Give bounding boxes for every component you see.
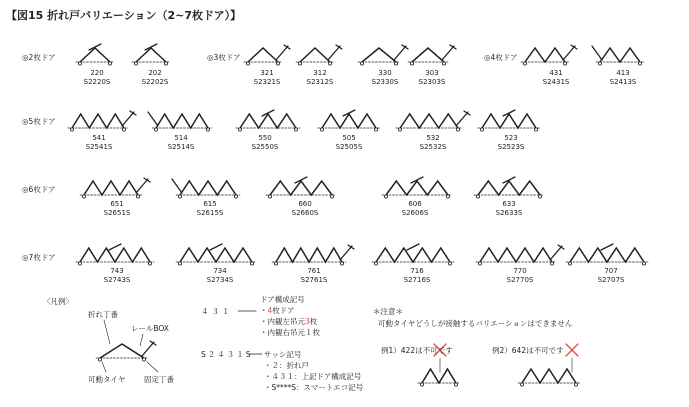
door-panels [362,48,396,62]
variant-code: 202 [148,69,162,77]
variant-model: S2321S [253,78,281,86]
door-panels [412,48,444,62]
variant-model: S2550S [251,143,279,151]
sash-line-1: ・２：折れ戸 [264,361,309,370]
wheel-icon [538,195,541,198]
note-title: ＊注意＊ [373,307,403,316]
variant-code: 770 [513,267,527,275]
variant-code: 330 [378,69,392,77]
wheel-icon [276,62,279,65]
variant-code: 606 [408,200,422,208]
door-panels [525,48,565,62]
variant-code: 651 [110,200,124,208]
open-arrow-line [348,245,354,249]
open-arrow-line [402,45,408,49]
door-panels [400,114,458,128]
config-code: ４３１ [201,307,233,316]
wheel-icon [330,195,333,198]
door-panels [72,114,124,128]
variant-model: S2541S [85,143,113,151]
wheel-icon [108,62,111,65]
open-arrow-line [464,111,470,115]
row-label-5-doors: ◎5枚ドア [22,117,56,126]
wheel-icon [454,383,457,386]
variant-code: 761 [307,267,321,275]
open-leaf-line [394,46,406,60]
row-label-3-doors: ◎3枚ドア [207,53,241,62]
leader-line [104,320,110,344]
split-marker-line [145,44,157,50]
variant-code: 303 [425,69,439,77]
open-arrow-line [130,111,136,115]
door-panels [480,248,552,262]
example-2-label: 例2）642は不可です [492,346,564,355]
door-panels [322,114,376,128]
variant-model: S2761S [300,276,328,284]
open-arrow-line [284,45,290,49]
legend-caster-label: 可動タイヤ [88,375,126,384]
variant-model: S2743S [103,276,131,284]
variant-model: S2220S [83,78,111,86]
variant-model: S2716S [403,276,431,284]
open-leaf-line [550,246,562,260]
open-leaf-line [563,46,575,60]
split-marker-line [89,44,101,50]
variant-model: S2770S [506,276,534,284]
variant-model: S2202S [141,78,169,86]
wheel-icon [446,195,449,198]
wheel-icon [394,62,397,65]
door-panels [180,181,236,195]
variant-code: 220 [90,69,104,77]
split-marker-line [210,244,222,250]
variant-model: S2303S [418,78,446,86]
variant-code: 321 [260,69,274,77]
variant-model: S2615S [196,209,224,217]
door-panels [478,181,540,195]
variant-code: 716 [410,267,424,275]
sash-line-2: ・４３１：上記ドア構成記号 [264,372,362,381]
config-title: ドア構成記号 [260,295,305,304]
door-panels [136,48,166,62]
variant-code: 413 [616,69,630,77]
variant-code: 532 [426,134,440,142]
door-panels [570,248,644,262]
variant-model: S2532S [419,143,447,151]
open-arrow-line [144,178,150,182]
wheel-icon [250,262,253,265]
note-body: 可動タイヤどうしが接触するバリエーションはできません [378,319,573,328]
variant-model: S2707S [597,276,625,284]
config-line-3: ・内観右吊元１枚 [260,328,320,337]
leader-line [140,334,143,346]
open-leaf-line [276,46,288,60]
row-label-4-doors: ◎4枚ドア [484,53,518,62]
split-marker-line [601,244,613,250]
open-leaf-line [172,179,182,193]
variant-model: S2330S [371,78,399,86]
open-arrow-line [150,341,156,345]
config-line-2: ・内観左吊元3枚 [260,317,318,326]
open-leaf-line [148,112,158,126]
legend-rail-box-label: レールBOX [131,324,169,333]
door-panels [100,344,144,358]
variant-code: 734 [213,267,227,275]
variant-code: 550 [258,134,272,142]
variant-model: S2633S [495,209,523,217]
row-label-7-doors: ◎7枚ドア [22,253,56,262]
variant-code: 615 [203,200,217,208]
wheel-icon [328,62,331,65]
variant-code: 541 [92,134,106,142]
leader-line [147,362,158,372]
wheel-icon [164,62,167,65]
variant-model: S2660S [291,209,319,217]
door-panels [84,181,138,195]
door-panels [422,369,456,383]
door-panels [386,181,448,195]
wheel-icon [550,262,553,265]
sash-code: S２４３１S [201,350,253,359]
legend-hinge-label: 折れ丁番 [88,310,118,319]
figure-title: 【図15 折れ戸バリエーション（2~7枚ドア）】 [6,9,242,22]
open-leaf-line [442,46,454,60]
door-panels [376,248,450,262]
variant-code: 660 [298,200,312,208]
variant-code: 523 [504,134,518,142]
open-leaf-line [328,46,340,60]
door-panels [276,248,342,262]
open-arrow-line [336,45,342,49]
sash-line-3: ・S****S：スマートエコ記号 [264,383,364,392]
door-panels [482,114,536,128]
variant-code: 707 [604,267,618,275]
variant-code: 633 [502,200,516,208]
door-panels [600,48,640,62]
split-marker-line [109,244,121,250]
open-arrow-line [558,245,564,249]
config-line-1: ・4枚ドア [260,306,295,315]
variant-code: 514 [174,134,188,142]
door-panels [522,369,576,383]
variant-code: 743 [110,267,124,275]
door-panels [248,48,278,62]
variant-model: S2606S [401,209,429,217]
open-leaf-line [340,246,352,260]
door-panels [240,114,296,128]
variant-model: S2514S [167,143,195,151]
row-label-2-doors: ◎2枚ドア [22,53,56,62]
variant-model: S2505S [335,143,363,151]
sash-title: サッシ記号 [264,350,302,359]
variant-model: S2413S [609,78,637,86]
variant-model: S2651S [103,209,131,217]
open-leaf-line [592,46,602,60]
door-panels [270,181,332,195]
legend-fixed-hinge-label: 固定丁番 [144,375,174,384]
example-1-label: 例1）422は不可です [381,346,453,355]
row-label-6-doors: ◎6枚ドア [22,185,56,194]
legend-heading: 〈凡例〉 [43,297,73,306]
split-marker-line [407,244,419,250]
variant-code: 505 [342,134,356,142]
variant-model: S2312S [306,78,334,86]
leader-line [102,362,106,372]
variant-model: S2734S [206,276,234,284]
door-panels [156,114,208,128]
door-panels [80,248,150,262]
open-leaf-line [456,112,468,126]
variant-model: S2431S [542,78,570,86]
door-panels [300,48,330,62]
wheel-icon [142,358,145,361]
variant-model: S2523S [497,143,525,151]
door-panels [180,248,252,262]
door-panels [80,48,110,62]
variant-code: 312 [313,69,327,77]
open-arrow-line [571,45,577,49]
wheel-icon [456,128,459,131]
open-leaf-line [122,112,134,126]
open-leaf-line [136,179,148,193]
open-arrow-line [450,45,456,49]
open-leaf-line [142,342,154,356]
variant-code: 431 [549,69,563,77]
